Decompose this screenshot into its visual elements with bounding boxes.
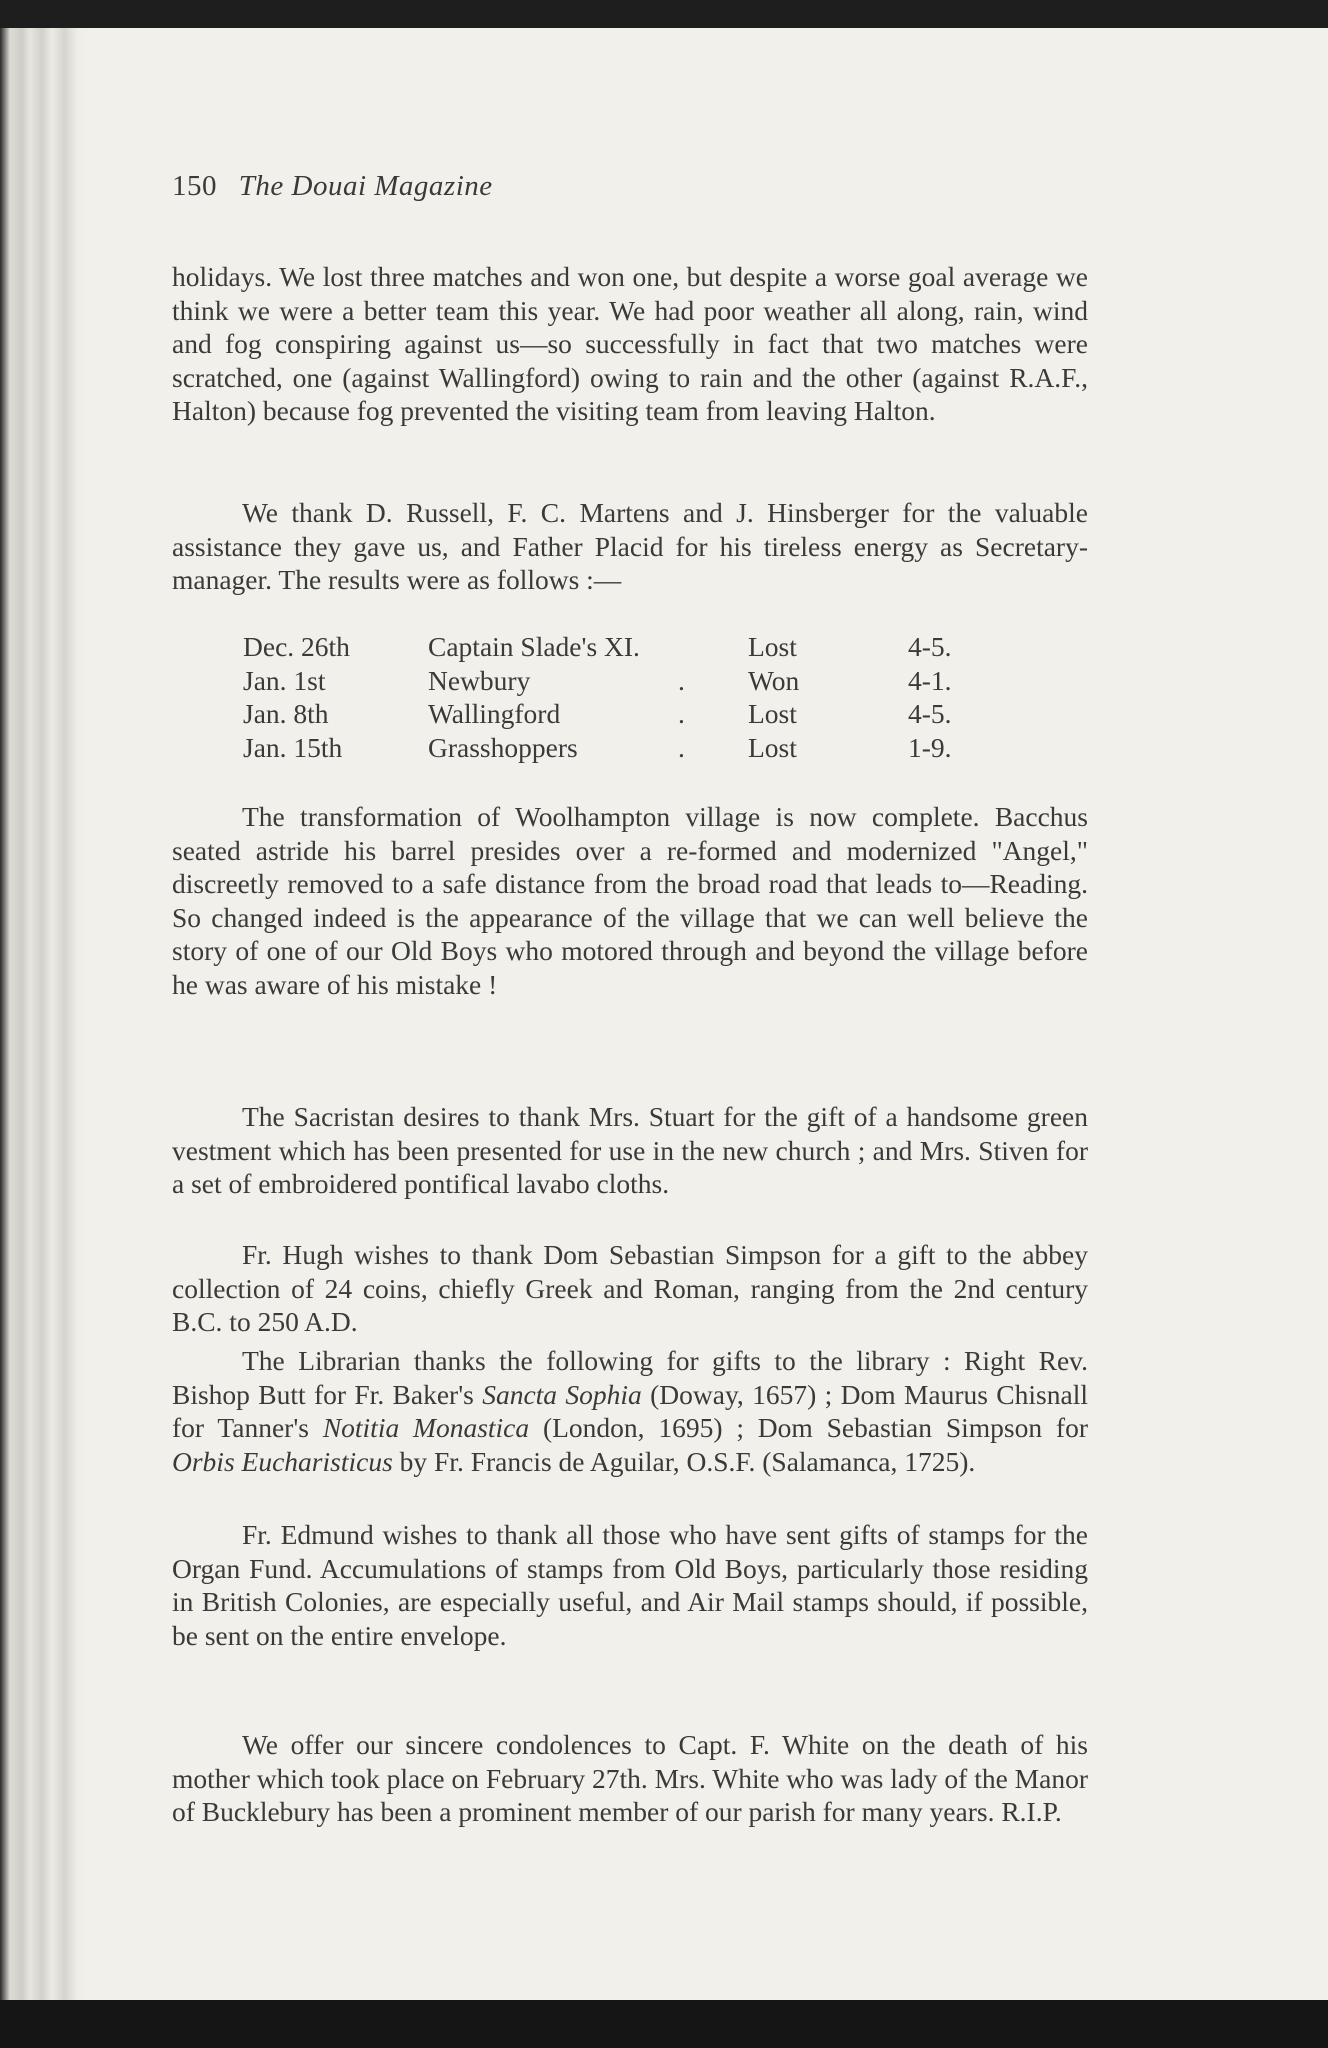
book-title: Orbis Eucharisticus (172, 1445, 393, 1477)
result-outcome: Lost (748, 731, 797, 763)
magazine-page (90, 28, 1328, 2003)
results-row (243, 731, 988, 765)
leader-dot: . (678, 664, 685, 696)
paragraph-library: The Librarian thanks the following for gifts to the library : Right Rev. Bishop Butt for Fr. Baker's Sancta Sophia (Doway, 1657) ; Dom Maurus Chisnall for Tanner's Notitia Monastica (London, 1695) ; Dom Sebastian Simpson for Orbis Eucharisticus by Fr. Francis de Aguilar, O.S.F. (Salamanca, 1725). (172, 1345, 1088, 1477)
book-bottom-edge (0, 2000, 1328, 2048)
book-top-edge (0, 0, 1328, 30)
book-title: Sancta Sophia (482, 1378, 642, 1410)
leader-dot: . (678, 698, 685, 729)
result-score: 4-5. (908, 631, 952, 662)
paragraph-thanks: We thank D. Russell, F. C. Martens and J. Hinsberger for the valuable assistance they gave us, and Father Placid for his tireless energy as Secretary-manager. The results were as follows :— (172, 497, 1088, 595)
result-score: 4-5. (908, 698, 952, 729)
result-outcome: Lost (748, 631, 797, 662)
result-date: Jan. 1st (243, 664, 326, 696)
paragraph-condolences: We offer our sincere condolences to Capt. F. White on the death of his mother which took place on February 27th. Mrs. White who was lady of the Manor of Bucklebury has been a prominent member of our parish for many years. R.I.P. (172, 1729, 1088, 1827)
paragraph-coins: Fr. Hugh wishes to thank Dom Sebastian Simpson for a gift to the abbey collection of 24 coins, chiefly Greek and Roman, ranging from the 2nd century B.C. to 250 A.D. (172, 1239, 1088, 1337)
result-score: 1-9. (908, 731, 952, 763)
results-row (243, 664, 988, 698)
result-date: Jan. 15th (243, 731, 343, 763)
leader-dot: . (678, 731, 685, 763)
result-opponent: Grasshoppers (428, 731, 578, 763)
result-opponent: Wallingford (428, 698, 561, 729)
result-date: Jan. 8th (243, 698, 329, 729)
magazine-title: The Douai Magazine (238, 170, 493, 202)
book-title: Notitia Monastica (322, 1412, 530, 1443)
page-number: 150 (172, 170, 217, 202)
paragraph-sacristan: The Sacristan desires to thank Mrs. Stuart for the gift of a handsome green vestment which has been presented for use in the new church ; and Mrs. Stiven for a set of embroidered pontifical lavabo cloths. (172, 1101, 1088, 1199)
result-score: 4-1. (908, 664, 952, 696)
paragraph-football-report: holidays. We lost three matches and won one, but despite a worse goal average we think we were a better team this year. We had poor weather all along, rain, wind and fog conspiring against us—so successfully in fact that two matches were scratched, one (against Wallingford) owing to rain and the other (against R.A.F., Halton) because fog prevented the visiting team from leaving Halton. (172, 261, 1088, 426)
result-opponent: Captain Slade's XI. (428, 631, 640, 662)
paragraph-stamps: Fr. Edmund wishes to thank all those who have sent gifts of stamps for the Organ Fund. Accumulations of stamps from Old Boys, particularly those residing in British Colonies, are especially useful, and Air Mail stamps should, if possible, be sent on the entire envelope. (172, 1519, 1088, 1651)
running-head (172, 170, 493, 203)
results-row (243, 697, 988, 731)
result-date: Dec. 26th (243, 631, 350, 662)
results-table (243, 630, 988, 764)
page-stack-edge (0, 28, 95, 2003)
paragraph-woolhampton: The transformation of Woolhampton village is now complete. Bacchus seated astride his barrel presides over a re-formed and modernized "Angel," discreetly removed to a safe distance from the broad road that leads to—Reading. So changed indeed is the appearance of the village that we can well believe the story of one of our Old Boys who motored through and beyond the village before he was aware of his mistake ! (172, 801, 1088, 1000)
result-opponent: Newbury (428, 664, 531, 696)
results-row (243, 630, 988, 664)
result-outcome: Lost (748, 698, 797, 729)
result-outcome: Won (748, 664, 800, 696)
